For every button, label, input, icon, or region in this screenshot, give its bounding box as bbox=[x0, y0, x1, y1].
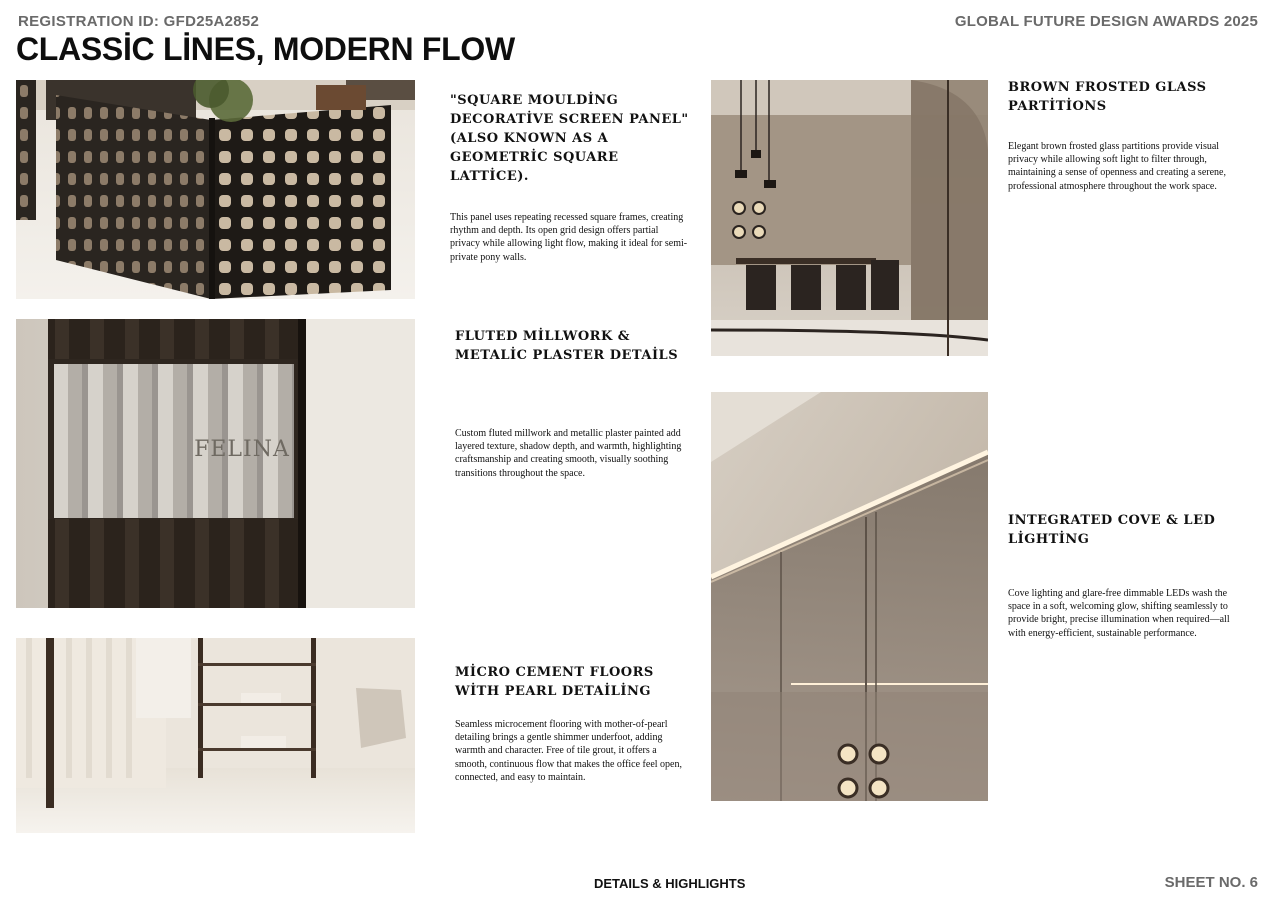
sheet-number: SHEET NO. 6 bbox=[1164, 874, 1258, 891]
felina-sign: FELINA bbox=[194, 437, 290, 462]
section-desc-cement: Seamless microcement flooring with mother-of-pearl detailing brings a gentle shimmer underfoot, adding warmth and character. Free of tile grout, it offers a smooth, continuous flow that makes the office feel open, connected, and easy to maintain. bbox=[455, 719, 682, 783]
glass-partition-photo bbox=[711, 80, 988, 356]
section-title-fluted: FLUTED MİLLWORK & METALİC PLASTER DETAİLS bbox=[455, 329, 679, 363]
section-desc-lighting: Cove lighting and glare-free dimmable LEDs wash the space in a soft, welcoming glow, shifting seamlessly to provide bright, precise illumination when required—all with energy-efficient, sustainable performance. bbox=[1008, 588, 1230, 639]
section-title-cement: MİCRO CEMENT FLOORS WİTH PEARL DETAİLİNG bbox=[455, 665, 654, 699]
registration-id: REGISTRATION ID: GFD25A2852 bbox=[18, 13, 260, 30]
micro-cement-floor-photo bbox=[16, 638, 415, 833]
lattice-screen-photo bbox=[16, 80, 415, 299]
cove-lighting-photo bbox=[711, 392, 988, 801]
section-desc-glass: Elegant brown frosted glass partitions provide visual privacy while allowing soft light to filter through, maintaining a sense of openness and creating a serene, professional atmosphere throughout the work space. bbox=[1008, 141, 1226, 192]
page-title: CLASSİC LİNES, MODERN FLOW bbox=[16, 31, 515, 67]
footer-label: DETAILS & HIGHLIGHTS bbox=[594, 876, 746, 891]
section-title-lighting: INTEGRATED COVE & LED LİGHTİNG bbox=[1008, 513, 1216, 547]
section-desc-lattice: This panel uses repeating recessed square frames, creating rhythm and depth. Its open grid design offers partial privacy while allowing light flow, making it ideal for semi-private pony walls. bbox=[450, 212, 688, 263]
section-title-glass: BROWN FROSTED GLASS PARTİTİONS bbox=[1008, 80, 1207, 114]
award-name: GLOBAL FUTURE DESIGN AWARDS 2025 bbox=[954, 13, 1258, 30]
fluted-millwork-photo bbox=[16, 319, 415, 608]
section-title-lattice: "SQUARE MOULDİNG DECORATİVE SCREEN PANEL" (ALSO KNOWN AS A GEOMETRİC SQUARE LATTİCE). bbox=[450, 93, 689, 184]
section-desc-fluted: Custom fluted millwork and metallic plaster painted add layered texture, shadow depth, and warmth, highlighting craftsmanship and creating smooth, visually soothing transitions throughout the space. bbox=[455, 428, 682, 479]
